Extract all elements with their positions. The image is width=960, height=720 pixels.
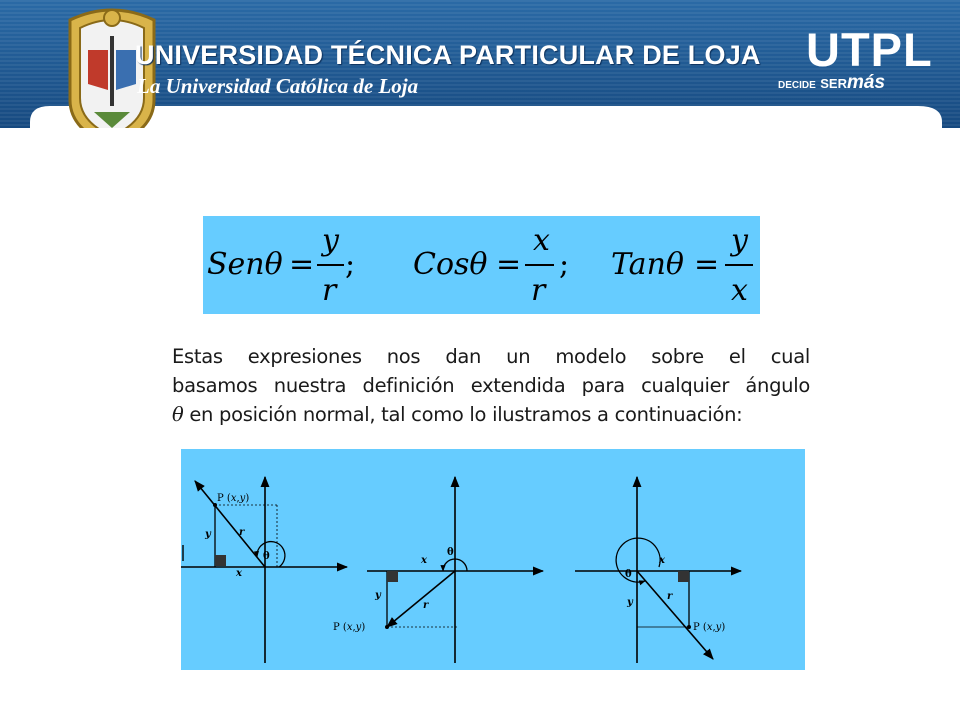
label-x: x	[236, 568, 242, 579]
terminal-ray	[637, 571, 713, 659]
formula-cos-separator: ;	[559, 247, 570, 282]
label-theta: θ	[625, 569, 632, 580]
right-angle-marker	[387, 571, 398, 582]
tagline-decide: DECIDE	[778, 80, 816, 91]
label-y: y	[375, 590, 381, 601]
label-r: r	[667, 591, 673, 602]
trig-formulas	[203, 216, 760, 314]
angle-diagrams-box	[181, 449, 805, 670]
theta-symbol: θ	[172, 403, 184, 426]
point-label-1: P (x,y)	[217, 493, 250, 504]
angle-diagrams	[181, 449, 805, 670]
formula-tan-lhs: Tanθ	[611, 247, 684, 282]
formula-tan-numerator: y	[731, 223, 748, 258]
paragraph-line-3	[162, 400, 810, 429]
university-subtitle: La Universidad Católica de Loja	[137, 74, 419, 98]
formula-sen-lhs: Senθ	[207, 247, 283, 282]
diagram-quadrant-2	[181, 477, 347, 663]
formula-cos-numerator: x	[533, 223, 550, 258]
tagline-ser: SER	[820, 76, 847, 91]
label-x: x	[421, 555, 427, 566]
right-angle-marker	[215, 555, 226, 566]
header-banner	[0, 0, 960, 128]
formula-tan-denominator: x	[731, 273, 748, 308]
formula-tan-equals: =	[694, 247, 720, 282]
formula-sen-equals: =	[289, 247, 315, 282]
label-theta: θ	[263, 551, 270, 562]
formula-sen-denominator: r	[322, 273, 337, 308]
label-y: y	[205, 529, 211, 540]
point-marker	[687, 625, 691, 629]
label-y: y	[627, 597, 633, 608]
paragraph-line-2: basamos nuestra definición extendida para cualquier ángulo	[172, 374, 810, 397]
university-name: UNIVERSIDAD TÉCNICA PARTICULAR DE LOJA	[135, 40, 761, 70]
right-angle-marker	[678, 571, 689, 582]
formula-cos-denominator: r	[531, 273, 546, 308]
tagline-mas: más	[846, 72, 886, 93]
label-r: r	[423, 600, 429, 611]
paragraph-line-1: Estas expresiones nos dan un modelo sobre el cual	[172, 345, 810, 368]
label-theta: θ	[447, 547, 454, 558]
formula-box	[203, 216, 760, 314]
formula-sen-numerator: y	[322, 223, 339, 258]
formula-cos-equals: =	[496, 247, 522, 282]
diagram-quadrant-4	[575, 477, 741, 663]
point-marker	[385, 625, 389, 629]
formula-sen-separator: ;	[345, 247, 356, 282]
formula-cos-lhs: Cosθ	[413, 247, 488, 282]
explanation-paragraph	[162, 342, 810, 429]
paragraph-line-3-text: en posición normal, tal como lo ilustramos a continuación:	[183, 403, 743, 426]
point-label-2: P (x,y)	[333, 622, 366, 633]
point-label-3: P (x,y)	[693, 622, 726, 633]
brand-logo: UTPL	[806, 23, 933, 76]
brand-tagline	[778, 72, 885, 94]
label-x: x	[659, 555, 665, 566]
label-r: r	[239, 527, 245, 538]
diagram-quadrant-3	[367, 477, 543, 663]
angle-arc	[616, 538, 660, 582]
